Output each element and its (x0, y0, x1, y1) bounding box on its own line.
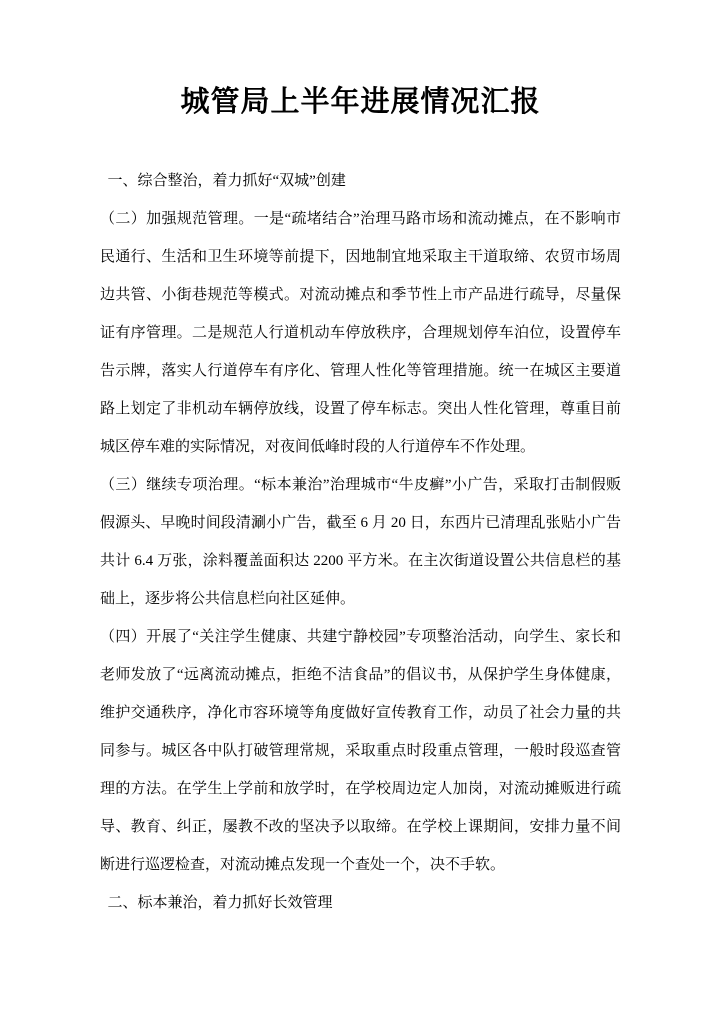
paragraph-section-3: （三）继续专项治理。“标本兼治”治理城市“牛皮癣”小广告，采取打击制假贩假源头、早晚时间段清涮小广告，截至 6 月 20 日，东西片已清理乱张贴小广告共计 6.4 万张，涂料覆盖面积达 2200 平方米。在主次街道设置公共信息栏的基础上，逐步将公共信息栏向社区延伸。 (100, 477, 621, 607)
document-title: 城管局上半年进展情况汇报 (180, 86, 541, 118)
section-heading-1: 一、综合整治，着力抓好“双城”创建 (107, 173, 346, 189)
paragraph-section-2: （二）加强规范管理。一是“疏堵结合”治理马路市场和流动摊点，在不影响市民通行、生活和卫生环境等前提下，因地制宜地采取主干道取缔、农贸市场周边共管、小街巷规范等模式。对流动摊点和季节性上市产品进行疏导，尽量保证有序管理。二是规范人行道机动车停放秩序，合理规划停车泊位，设置停车告示牌，落实人行道停车有序化、管理人性化等管理措施。统一在城区主要道路上划定了非机动车辆停放线，设置了停车标志。突出人性化管理，尊重目前城区停车难的实际情况，对夜间低峰时段的人行道停车不作处理。 (100, 211, 621, 455)
document-body (100, 162, 621, 922)
paragraph-section-4: （四）开展了“关注学生健康、共建宁静校园”专项整治活动，向学生、家长和老师发放了“远离流动摊点，拒绝不洁食品”的倡议书，从保护学生身体健康，维护交通秩序，净化市容环境等角度做好宣传教育工作，动员了社会力量的共同参与。城区各中队打破管理常规，采取重点时段重点管理，一般时段巡查管理的方法。在学生上学前和放学时，在学校周边定人加岗，对流动摊贩进行疏导、教育、纠正，屡教不改的坚决予以取缔。在学校上课期间，安排力量不间断进行巡逻检查，对流动摊点发现一个查处一个，决不手软。 (100, 629, 621, 873)
section-heading-2: 二、标本兼治，着力抓好长效管理 (107, 895, 333, 911)
